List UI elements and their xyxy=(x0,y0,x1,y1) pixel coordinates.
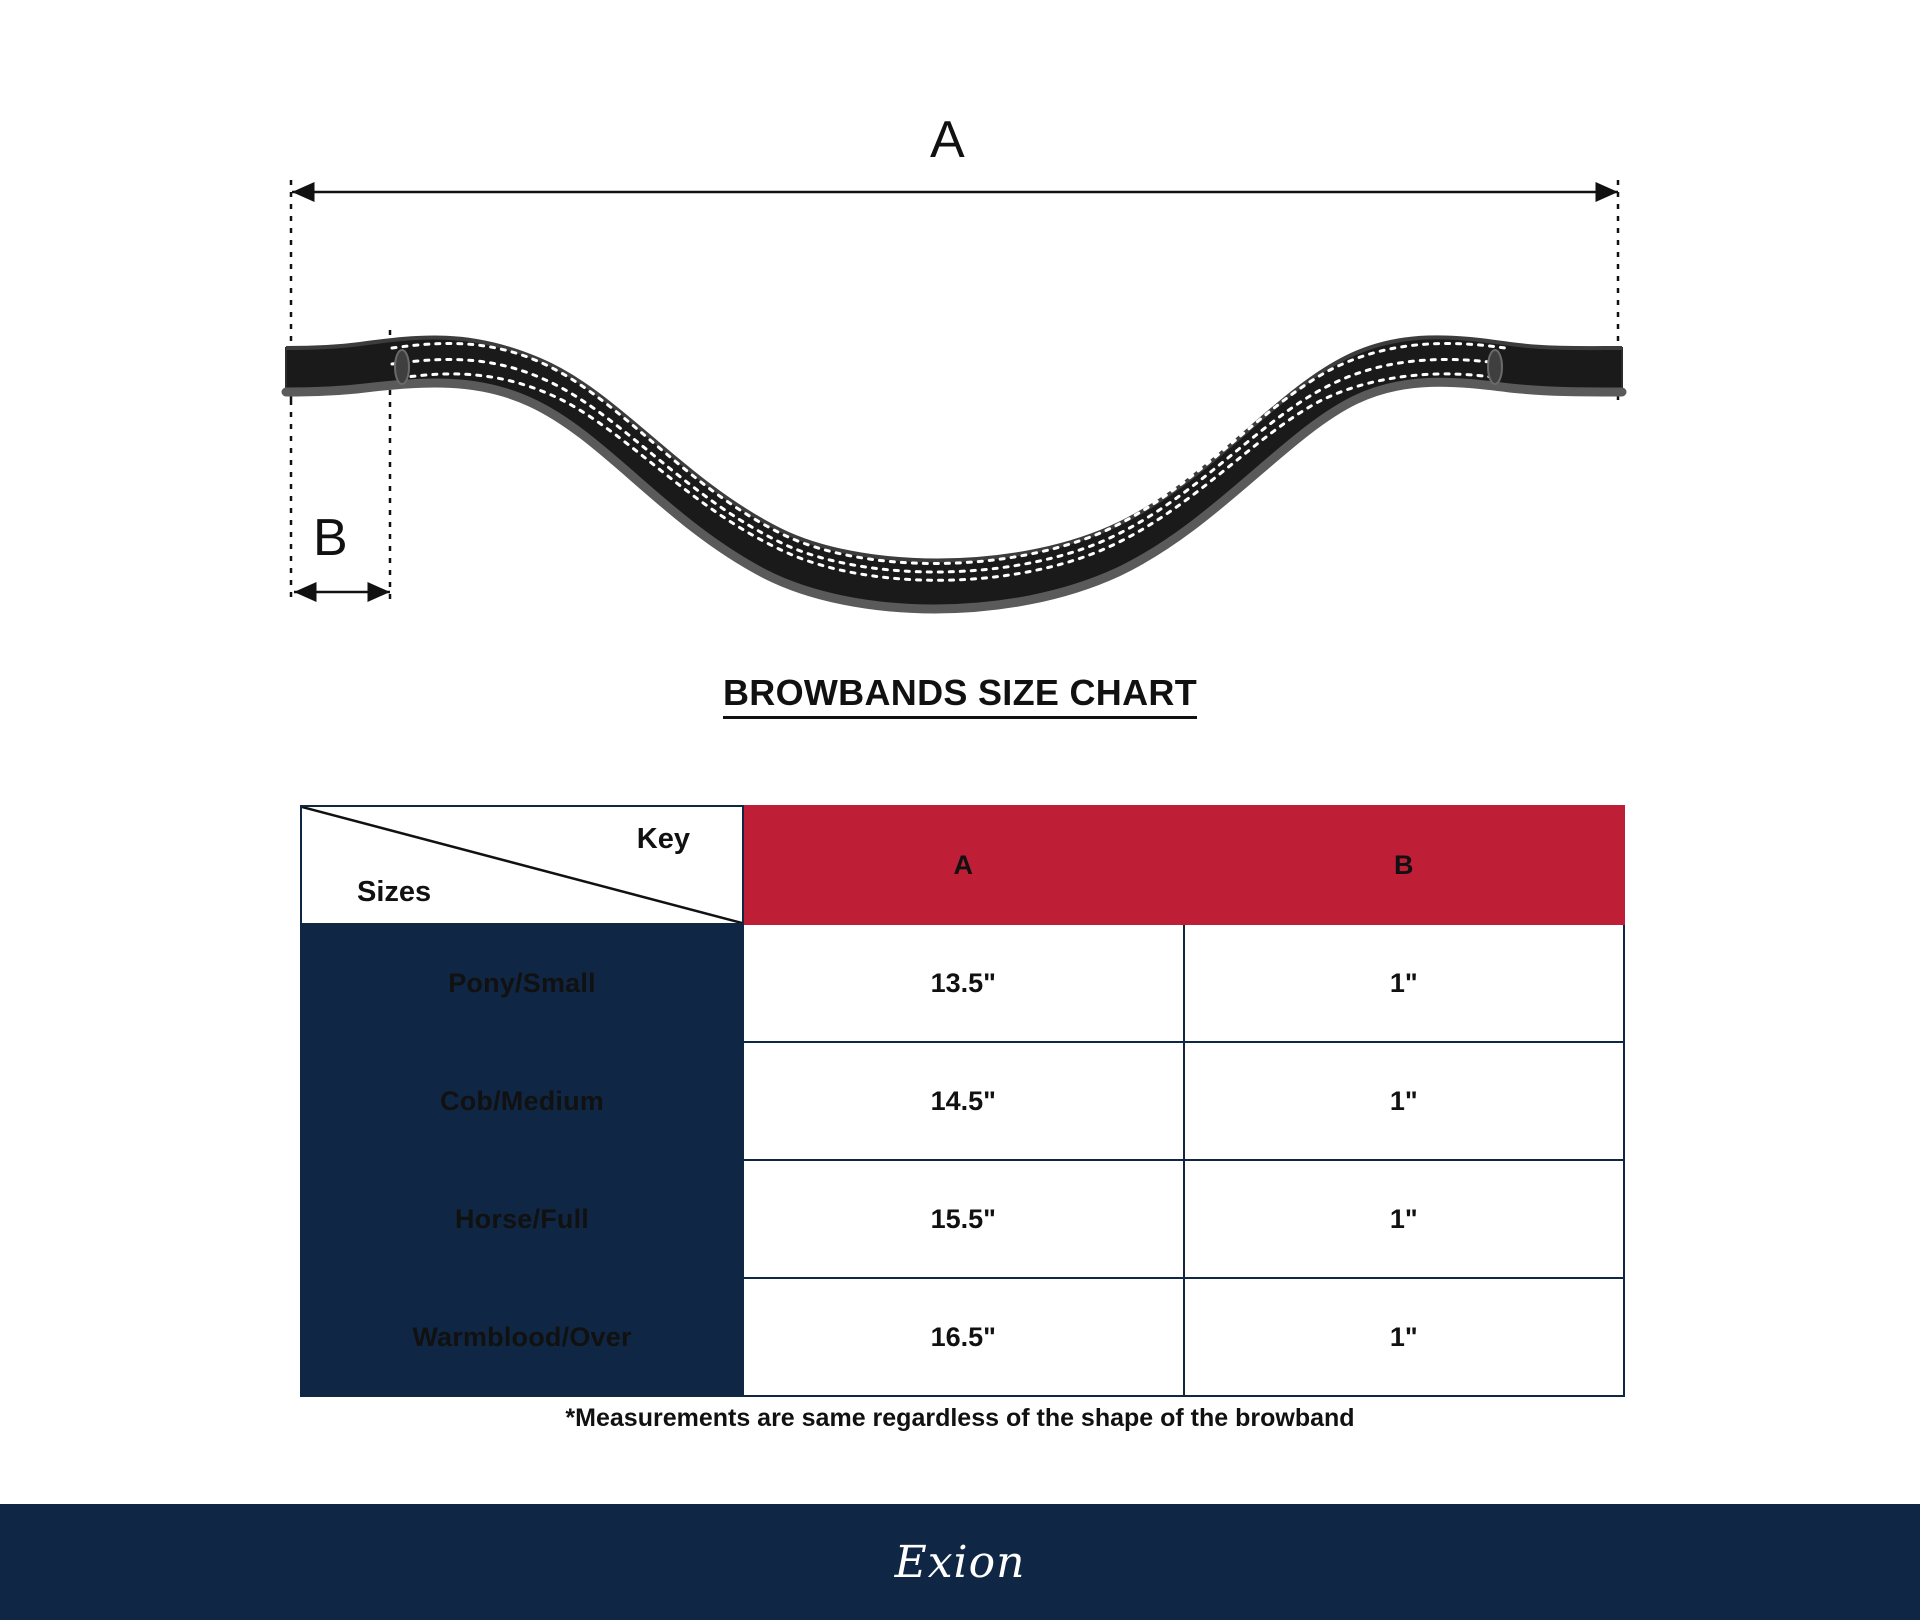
value-b-cob-medium: 1" xyxy=(1184,1042,1625,1160)
table-corner-cell xyxy=(301,806,743,924)
table-row xyxy=(301,1042,1624,1160)
value-a-horse-full: 15.5" xyxy=(743,1160,1184,1278)
column-header-b: B xyxy=(1184,806,1625,924)
measurements-footnote: *Measurements are same regardless of the shape of the browband xyxy=(565,1404,1355,1432)
table-row xyxy=(301,1278,1624,1396)
corner-key-label: Key xyxy=(636,823,690,855)
page-title-text: BROWBANDS SIZE CHART xyxy=(723,672,1197,719)
footer-bar xyxy=(0,1504,1920,1620)
browband-shape xyxy=(286,337,1622,609)
dimension-b-label: B xyxy=(313,509,348,567)
size-table-wrap xyxy=(300,805,1625,1397)
browband-diagram-svg xyxy=(0,0,1920,640)
dimension-a-label: A xyxy=(930,111,965,169)
table-row xyxy=(301,1160,1624,1278)
size-label-warmblood-over: Warmblood/Over xyxy=(301,1278,743,1396)
brand-logo: Exion xyxy=(894,1536,1026,1588)
size-label-cob-medium: Cob/Medium xyxy=(301,1042,743,1160)
value-b-warmblood-over: 1" xyxy=(1184,1278,1625,1396)
size-label-horse-full: Horse/Full xyxy=(301,1160,743,1278)
table-header-row xyxy=(301,806,1624,924)
corner-sizes-label: Sizes xyxy=(357,876,432,908)
browband-diagram xyxy=(0,0,1920,640)
page-title xyxy=(0,672,1920,714)
value-a-cob-medium: 14.5" xyxy=(743,1042,1184,1160)
value-b-horse-full: 1" xyxy=(1184,1160,1625,1278)
table-row xyxy=(301,924,1624,1042)
size-table xyxy=(300,805,1625,1397)
size-label-pony-small: Pony/Small xyxy=(301,924,743,1042)
column-header-a: A xyxy=(743,806,1184,924)
value-a-warmblood-over: 16.5" xyxy=(743,1278,1184,1396)
value-b-pony-small: 1" xyxy=(1184,924,1625,1042)
value-a-pony-small: 13.5" xyxy=(743,924,1184,1042)
